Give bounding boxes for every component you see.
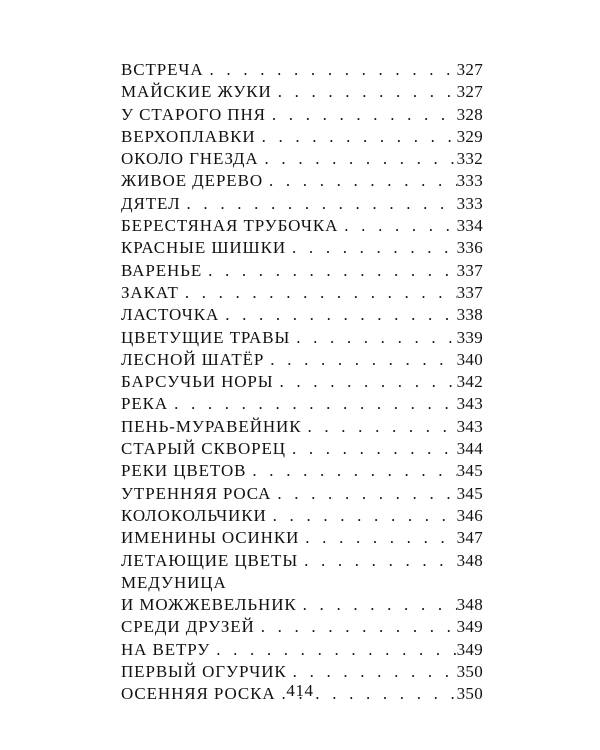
toc-entry	[121, 572, 483, 594]
toc-entry	[121, 327, 483, 349]
dot-leader	[202, 260, 456, 282]
toc-entry-title: ПЕРВЫЙ ОГУРЧИК	[121, 662, 287, 682]
toc-entry-page: 343	[456, 394, 483, 414]
dot-leader	[181, 193, 457, 215]
dot-leader	[263, 170, 457, 192]
toc-entry-title: ОСЕННЯЯ РОСКА	[121, 684, 276, 704]
toc-entry-page: 345	[456, 461, 483, 481]
toc-entry-page: 327	[456, 82, 483, 102]
toc-entry	[121, 59, 483, 81]
toc-entry-title: ВЕРХОПЛАВКИ	[121, 126, 256, 146]
toc-entry	[121, 126, 483, 148]
toc-entry-title: ЖИВОЕ ДЕРЕВО	[121, 171, 263, 191]
dot-leader	[219, 304, 456, 326]
toc-entry-title: РЕКА	[121, 394, 169, 414]
toc-entry-title: ДЯТЕЛ	[121, 193, 181, 213]
toc-entry-page: 338	[456, 305, 483, 325]
toc-entry-title: ЛЕТАЮЩИЕ ЦВЕТЫ	[121, 550, 299, 570]
toc-entry	[121, 104, 483, 126]
toc-entry-page: 350	[456, 684, 483, 704]
toc-entry-title: ЦВЕТУЩИЕ ТРАВЫ	[121, 327, 291, 347]
toc-entry-page: 333	[456, 171, 483, 191]
toc-entry-page: 329	[456, 126, 483, 146]
dot-leader	[299, 527, 456, 549]
toc-entry-page: 339	[456, 327, 483, 347]
table-of-contents	[121, 59, 483, 706]
toc-entry-title: И МОЖЖЕВЕЛЬНИК	[121, 595, 297, 615]
toc-entry-title: ОКОЛО ГНЕЗДА	[121, 149, 259, 169]
toc-entry	[121, 81, 483, 103]
toc-entry-page: 340	[456, 349, 483, 369]
toc-entry-title: МАЙСКИЕ ЖУКИ	[121, 82, 272, 102]
dot-leader	[286, 237, 457, 259]
dot-leader	[246, 460, 456, 482]
toc-entry	[121, 505, 483, 527]
toc-entry-title: У СТАРОГО ПНЯ	[121, 104, 266, 124]
toc-entry	[121, 260, 483, 282]
dot-leader	[287, 661, 457, 683]
toc-entry-title: ВАРЕНЬЕ	[121, 260, 203, 280]
toc-entry-title: БАРСУЧЬИ НОРЫ	[121, 372, 274, 392]
dot-leader	[301, 416, 456, 438]
toc-entry-title: МЕДУНИЦА	[121, 572, 227, 592]
toc-entry-title: РЕКИ ЦВЕТОВ	[121, 461, 247, 481]
toc-entry-page: 348	[456, 595, 483, 615]
toc-entry-title: БЕРЕСТЯНАЯ ТРУБОЧКА	[121, 216, 339, 236]
toc-entry	[121, 661, 483, 683]
toc-entry-title: ИМЕНИНЫ ОСИНКИ	[121, 528, 300, 548]
toc-entry-page: 350	[456, 662, 483, 682]
dot-leader	[286, 438, 457, 460]
toc-entry-page: 328	[456, 104, 483, 124]
toc-entry-page: 345	[456, 483, 483, 503]
dot-leader	[168, 393, 457, 415]
toc-entry-page: 349	[456, 639, 483, 659]
toc-entry	[121, 483, 483, 505]
toc-entry	[121, 416, 483, 438]
dot-leader	[267, 505, 457, 527]
toc-entry-page: 349	[456, 617, 483, 637]
toc-entry-page: 334	[456, 216, 483, 236]
toc-entry	[121, 438, 483, 460]
dot-leader	[290, 327, 456, 349]
toc-entry	[121, 550, 483, 572]
toc-entry-page: 333	[456, 193, 483, 213]
toc-entry	[121, 304, 483, 326]
dot-leader	[264, 349, 456, 371]
toc-entry-title: СТАРЫЙ СКВОРЕЦ	[121, 439, 286, 459]
toc-entry	[121, 527, 483, 549]
dot-leader	[297, 594, 457, 616]
toc-entry-page: 348	[456, 550, 483, 570]
dot-leader	[204, 59, 457, 81]
dot-leader	[266, 104, 457, 126]
toc-entry-title: НА ВЕТРУ	[121, 639, 211, 659]
toc-entry-page: 337	[456, 282, 483, 302]
toc-entry-title: КРАСНЫЕ ШИШКИ	[121, 238, 287, 258]
dot-leader	[298, 550, 457, 572]
toc-entry-page: 347	[456, 528, 483, 548]
dot-leader	[271, 483, 456, 505]
toc-entry-page: 336	[456, 238, 483, 258]
toc-entry	[121, 349, 483, 371]
toc-entry	[121, 616, 483, 638]
toc-entry-page: 346	[456, 505, 483, 525]
toc-entry-title: ЛАСТОЧКА	[121, 305, 220, 325]
toc-entry-title: СРЕДИ ДРУЗЕЙ	[121, 617, 255, 637]
toc-entry	[121, 460, 483, 482]
toc-entry-page: 327	[456, 60, 483, 79]
dot-leader	[256, 126, 457, 148]
toc-entry	[121, 215, 483, 237]
toc-entry	[121, 170, 483, 192]
toc-entry-page: 337	[456, 260, 483, 280]
dot-leader	[255, 616, 457, 638]
toc-entry	[121, 193, 483, 215]
toc-entry	[121, 282, 483, 304]
toc-entry-page: 332	[456, 149, 483, 169]
toc-entry	[121, 371, 483, 393]
toc-entry	[121, 148, 483, 170]
toc-entry	[121, 639, 483, 661]
toc-entry	[121, 393, 483, 415]
toc-entry-title: ПЕНЬ-МУРАВЕЙНИК	[121, 416, 302, 436]
toc-entry-title: УТРЕННЯЯ РОСА	[121, 483, 272, 503]
toc-entry-page: 344	[456, 439, 483, 459]
toc-entry-title: ЗАКАТ	[121, 282, 179, 302]
dot-leader	[210, 639, 456, 661]
toc-entry	[121, 594, 483, 616]
toc-entry-title: КОЛОКОЛЬЧИКИ	[121, 505, 267, 525]
dot-leader	[259, 148, 457, 170]
page-number: 414	[286, 681, 314, 700]
dot-leader	[274, 371, 457, 393]
toc-entry-page: 343	[456, 416, 483, 436]
toc-entry	[121, 237, 483, 259]
toc-entry-page: 342	[456, 372, 483, 392]
dot-leader	[272, 81, 457, 103]
dot-leader	[338, 215, 456, 237]
dot-leader	[179, 282, 457, 304]
toc-entry-title: ВСТРЕЧА	[121, 60, 204, 79]
toc-entry-title: ЛЕСНОЙ ШАТЁР	[121, 349, 265, 369]
